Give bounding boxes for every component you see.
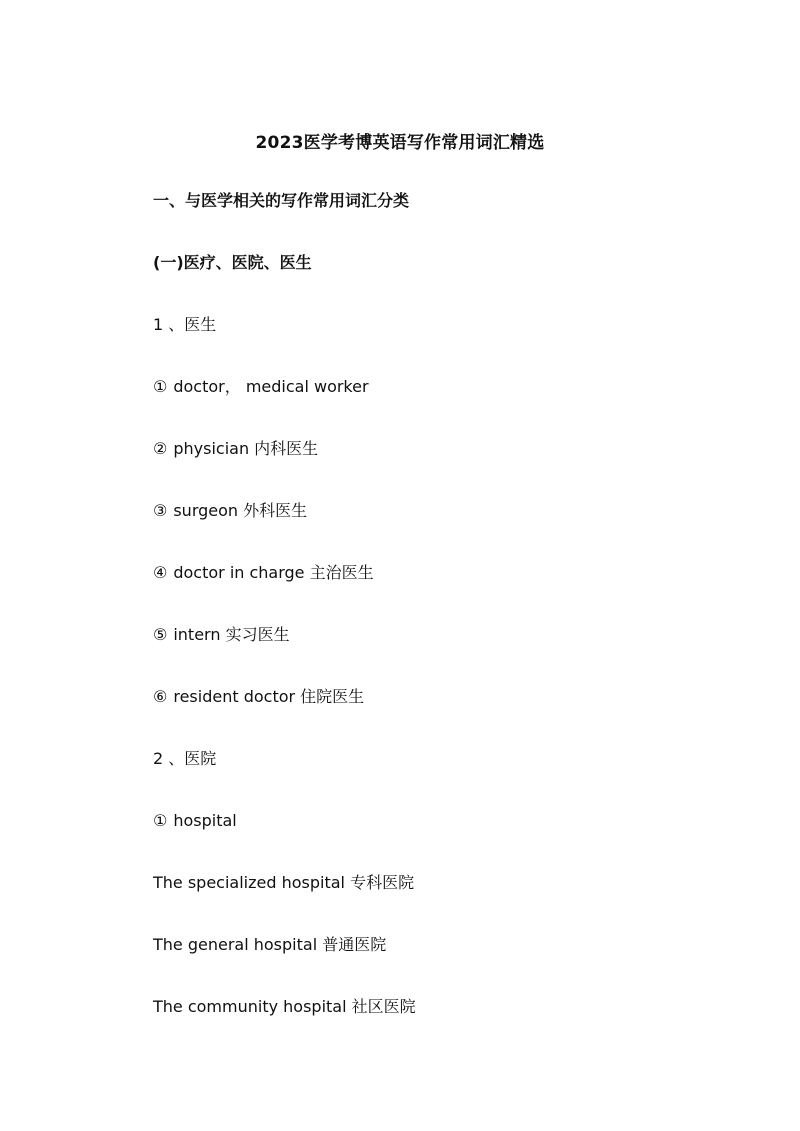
list-marker: ⑥ [153, 687, 168, 706]
list-marker: ① [153, 811, 168, 830]
text-line: The general hospital 普通医院 [153, 935, 387, 954]
list-item [153, 686, 364, 708]
list-item [153, 500, 307, 522]
list-marker: ① [153, 377, 168, 396]
group-heading-doctor: 1 、医生 [153, 315, 217, 334]
list-item-text: doctor， medical worker [173, 377, 369, 396]
list-item-text: surgeon 外科医生 [173, 501, 308, 520]
list-marker: ② [153, 439, 168, 458]
list-item-text: resident doctor 住院医生 [173, 687, 365, 706]
section-heading: 一、与医学相关的写作常用词汇分类 [153, 191, 410, 210]
document-title: 2023医学考博英语写作常用词汇精选 [255, 133, 545, 153]
list-item [153, 376, 369, 398]
list-marker: ⑤ [153, 625, 168, 644]
list-marker: ③ [153, 501, 168, 520]
group-heading-hospital: 2 、医院 [153, 749, 217, 768]
list-item [153, 810, 237, 832]
list-item-text: physician 内科医生 [173, 439, 319, 458]
list-marker: ④ [153, 563, 168, 582]
list-item-text: intern 实习医生 [173, 625, 290, 644]
list-item [153, 624, 290, 646]
text-line: The community hospital 社区医院 [153, 997, 416, 1016]
list-item-text: doctor in charge 主治医生 [173, 563, 374, 582]
list-item-text: hospital [173, 811, 237, 830]
text-line: The specialized hospital 专科医院 [153, 873, 415, 892]
list-item [153, 562, 374, 584]
subsection-heading: (一)医疗、医院、医生 [153, 253, 312, 272]
list-item [153, 438, 318, 460]
